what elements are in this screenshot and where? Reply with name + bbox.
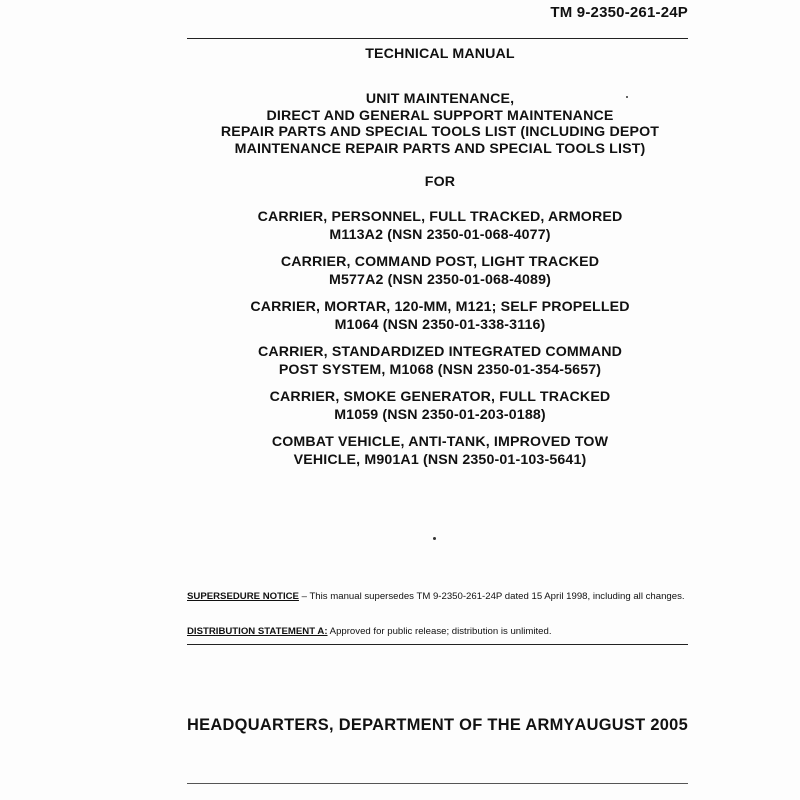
vehicle-model: M113A2 (NSN 2350-01-068-4077) [329,227,551,243]
manual-label: TECHNICAL MANUAL [365,46,515,62]
headquarters-line: HEADQUARTERS, DEPARTMENT OF THE ARMY [187,716,575,734]
vehicle-entry [170,343,710,379]
distribution-statement [187,626,687,637]
scan-speck [433,537,436,540]
manual-title [170,91,710,157]
title-line: MAINTENANCE REPAIR PARTS AND SPECIAL TOOLS LIST) [234,140,646,157]
vehicle-name: CARRIER, MORTAR, 120-MM, M121; SELF PROPELLED [250,299,630,315]
supersedure-text: – This manual supersedes TM 9-2350-261-24P dated 15 April 1998, including all changes. [298,591,685,602]
supersedure-label: SUPERSEDURE NOTICE [187,591,299,602]
vehicle-entry [170,208,710,244]
title-line: REPAIR PARTS AND SPECIAL TOOLS LIST (INCLUDING DEPOT [220,124,660,140]
vehicle-model: M1064 (NSN 2350-01-338-3116) [334,317,546,333]
title-line: DIRECT AND GENERAL SUPPORT MAINTENANCE [266,107,614,124]
for-label: FOR [424,174,456,190]
vehicle-entry [170,433,710,469]
supersedure-notice [187,591,687,602]
vehicle-name: CARRIER, STANDARDIZED INTEGRATED COMMAND [257,344,623,360]
vehicle-entry [170,298,710,334]
bottom-rule [187,783,688,784]
title-line: UNIT MAINTENANCE, [365,91,515,107]
publication-date: AUGUST 2005 [574,716,688,734]
vehicle-name: CARRIER, SMOKE GENERATOR, FULL TRACKED [269,389,611,405]
vehicle-model: M1059 (NSN 2350-01-203-0188) [334,407,546,423]
vehicle-model: POST SYSTEM, M1068 (NSN 2350-01-354-5657) [278,362,602,378]
vehicle-model: M577A2 (NSN 2350-01-068-4089) [328,272,551,288]
vehicle-entry [170,388,710,424]
vehicle-name: CARRIER, PERSONNEL, FULL TRACKED, ARMORED [257,209,623,225]
middle-rule [187,644,688,645]
vehicle-name: CARRIER, COMMAND POST, LIGHT TRACKED [280,254,600,270]
vehicle-entry [170,253,710,289]
vehicle-model: VEHICLE, M901A1 (NSN 2350-01-103-5641) [293,452,587,468]
top-rule [187,38,688,39]
scan-speck [626,96,628,98]
vehicle-name: COMBAT VEHICLE, ANTI-TANK, IMPROVED TOW [271,434,609,450]
distribution-label: DISTRIBUTION STATEMENT A: [187,626,328,637]
distribution-text: Approved for public release; distribution is unlimited. [327,626,552,637]
tm-number: TM 9-2350-261-24P [550,4,688,21]
